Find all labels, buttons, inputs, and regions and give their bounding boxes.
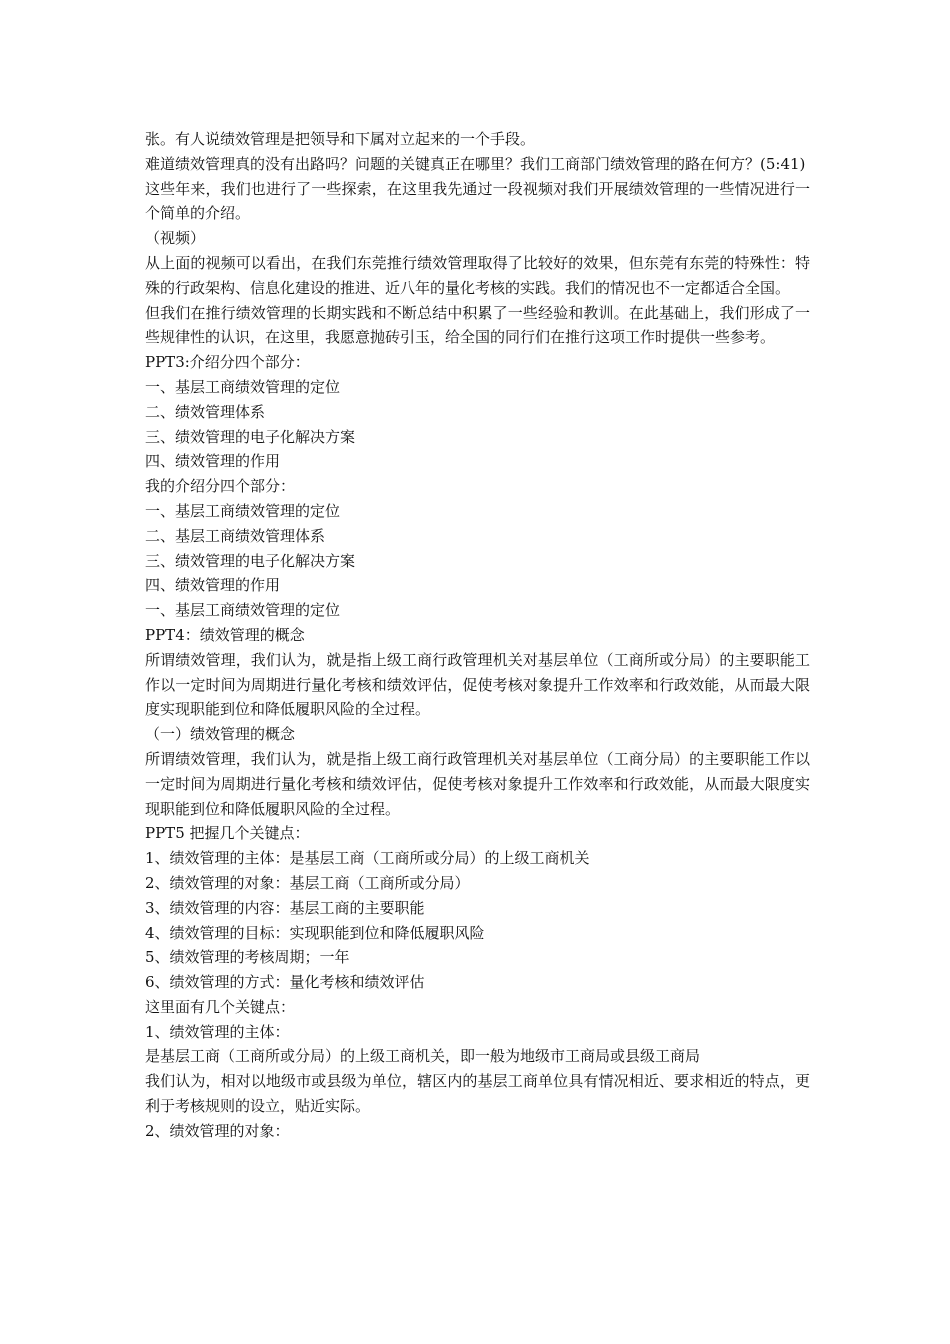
paragraph: 张。有人说绩效管理是把领导和下属对立起来的一个手段。 xyxy=(145,130,536,148)
list-item: 1、绩效管理的主体： xyxy=(145,1022,290,1041)
paragraph: PPT3:介绍分四个部分： xyxy=(145,353,310,372)
paragraph: 这些年来，我们也进行了一些探索，在这里我先通过一段视频对我们开展绩效管理的一些情况进行一个简单的介绍。 xyxy=(145,179,810,223)
list-item: 四、绩效管理的作用 xyxy=(145,576,281,595)
paragraph: 所谓绩效管理，我们认为，就是指上级工商行政管理机关对基层单位（工商所或分局）的主要职能工作以一定时间为周期进行量化考核和绩效评估，促使考核对象提升工作效率和行政效能，从而最大限度实现职能到位和降低履职风险的全过程。 xyxy=(145,650,810,719)
list-item: 一、基层工商绩效管理的定位 xyxy=(145,377,341,396)
paragraph: PPT5 把握几个关键点： xyxy=(145,824,310,843)
list-item: 一、基层工商绩效管理的定位 xyxy=(145,501,341,520)
section-heading: 一、基层工商绩效管理的定位 xyxy=(145,601,341,620)
paragraph: （视频） xyxy=(145,229,206,248)
subsection-heading: （一）绩效管理的概念 xyxy=(145,725,296,744)
list-item: 5、绩效管理的考核周期；一年 xyxy=(145,948,350,967)
paragraph: 从上面的视频可以看出，在我们东莞推行绩效管理取得了比较好的效果，但东莞有东莞的特殊性：特殊的行政架构、信息化建设的推进、近八年的量化考核的实践。我们的情况也不一定都适合全国。 xyxy=(145,253,810,297)
list-item: 三、绩效管理的电子化解决方案 xyxy=(145,427,356,446)
document-body xyxy=(145,127,810,1144)
paragraph: 这里面有几个关键点： xyxy=(145,997,296,1016)
paragraph: 所谓绩效管理，我们认为，就是指上级工商行政管理机关对基层单位（工商分局）的主要职能工作以一定时间为周期进行量化考核和绩效评估，促使考核对象提升工作效率和行政效能，从而最大限度实现职能到位和降低履职风险的全过程。 xyxy=(145,749,810,818)
list-item: 二、绩效管理体系 xyxy=(145,402,266,421)
paragraph: 是基层工商（工商所或分局）的上级工商机关，即一般为地级市工商局或县级工商局 xyxy=(145,1047,701,1066)
list-item: 6、绩效管理的方式：量化考核和绩效评估 xyxy=(145,973,425,992)
paragraph: 我们认为，相对以地级市或县级为单位，辖区内的基层工商单位具有情况相近、要求相近的特点，更利于考核规则的设立，贴近实际。 xyxy=(145,1072,810,1116)
list-item: 2、绩效管理的对象： xyxy=(145,1121,290,1140)
list-item: 三、绩效管理的电子化解决方案 xyxy=(145,551,356,570)
list-item: 四、绩效管理的作用 xyxy=(145,452,281,471)
paragraph: 但我们在推行绩效管理的长期实践和不断总结中积累了一些经验和教训。在此基础上，我们形成了一些规律性的认识，在这里，我愿意抛砖引玉，给全国的同行们在推行这项工作时提供一些参考。 xyxy=(145,303,810,347)
list-item: 1、绩效管理的主体：是基层工商（工商所或分局）的上级工商机关 xyxy=(145,849,590,868)
list-item: 3、绩效管理的内容：基层工商的主要职能 xyxy=(145,898,425,917)
list-item: 4、绩效管理的目标：实现职能到位和降低履职风险 xyxy=(145,923,485,942)
paragraph: 我的介绍分四个部分： xyxy=(145,477,296,496)
list-item: 二、基层工商绩效管理体系 xyxy=(145,526,326,545)
paragraph: 难道绩效管理真的没有出路吗？问题的关键真正在哪里？我们工商部门绩效管理的路在何方？(5:41) xyxy=(145,154,806,173)
paragraph: PPT4：绩效管理的概念 xyxy=(145,625,305,644)
list-item: 2、绩效管理的对象：基层工商（工商所或分局） xyxy=(145,873,470,892)
